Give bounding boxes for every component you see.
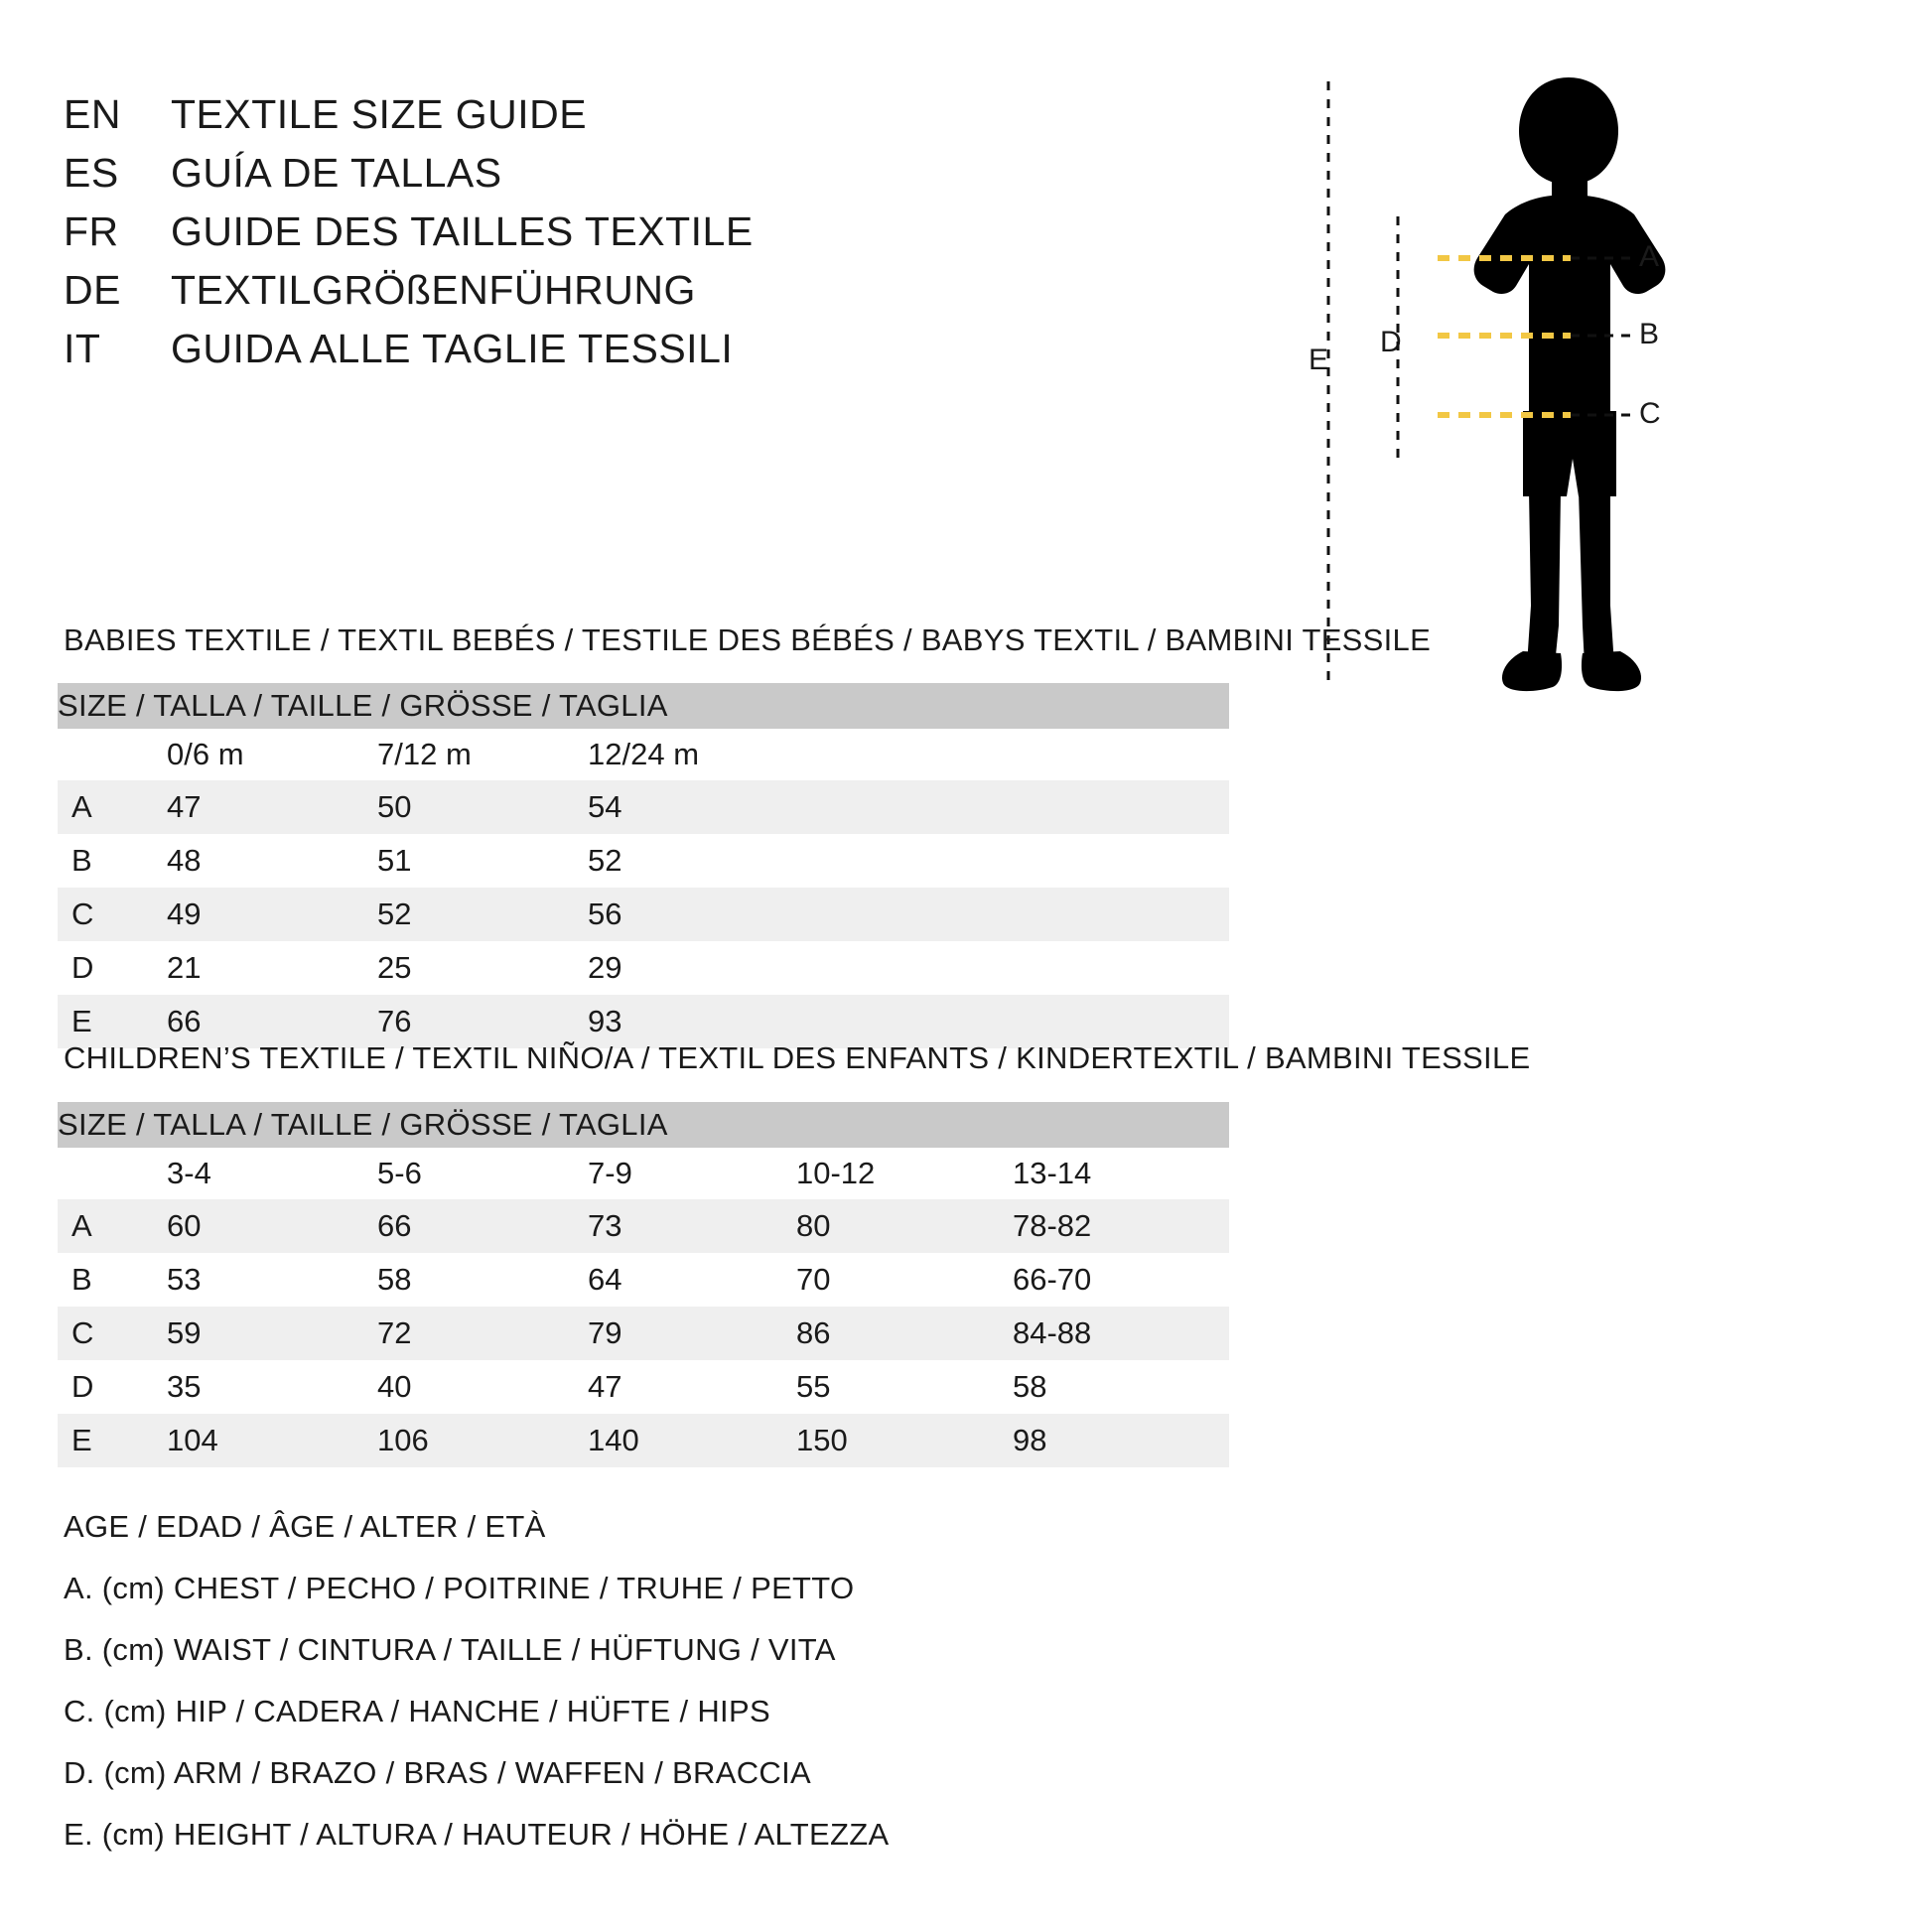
- figure-label-e: E: [1309, 344, 1329, 376]
- babies-row-label-e: E: [58, 995, 167, 1048]
- children-b-0: 53: [167, 1253, 377, 1307]
- children-e-0: 104: [167, 1414, 377, 1467]
- table-row: [58, 1253, 1229, 1307]
- children-row-label-c: C: [58, 1307, 167, 1360]
- babies-row-label-b: B: [58, 834, 167, 888]
- title-row-fr: [64, 208, 1156, 255]
- title-block: [64, 91, 1156, 384]
- title-text-es: GUÍA DE TALLAS: [171, 150, 502, 196]
- children-col-3: 10-12: [796, 1148, 1013, 1199]
- children-b-1: 58: [377, 1253, 588, 1307]
- table-column-row: [58, 1148, 1229, 1199]
- title-row-it: [64, 326, 1156, 372]
- children-size-table: [58, 1102, 1229, 1467]
- children-b-2: 64: [588, 1253, 796, 1307]
- title-row-de: [64, 267, 1156, 314]
- table-row: [58, 834, 1229, 888]
- children-c-3: 86: [796, 1307, 1013, 1360]
- children-c-1: 72: [377, 1307, 588, 1360]
- babies-c-2: 56: [588, 888, 1229, 941]
- babies-col-1: 7/12 m: [377, 729, 588, 780]
- babies-c-0: 49: [167, 888, 377, 941]
- title-row-en: [64, 91, 1156, 138]
- babies-col-2: 12/24 m: [588, 729, 1229, 780]
- children-row-label-a: A: [58, 1199, 167, 1253]
- children-a-4: 78-82: [1013, 1199, 1229, 1253]
- children-a-2: 73: [588, 1199, 796, 1253]
- table-row: [58, 1414, 1229, 1467]
- table-row: [58, 1360, 1229, 1414]
- legend-block: [64, 1509, 1354, 1878]
- title-lang-fr: FR: [64, 208, 119, 254]
- babies-table-header: SIZE / TALLA / TAILLE / GRÖSSE / TAGLIA: [58, 683, 1229, 729]
- table-row: [58, 1307, 1229, 1360]
- title-text-fr: GUIDE DES TAILLES TEXTILE: [171, 208, 754, 254]
- babies-row-label-a: A: [58, 780, 167, 834]
- table-row: [58, 941, 1229, 995]
- title-text-de: TEXTILGRÖßENFÜHRUNG: [171, 267, 696, 313]
- legend-hip: C. (cm) HIP / CADERA / HANCHE / HÜFTE / HIPS: [64, 1694, 770, 1728]
- babies-d-0: 21: [167, 941, 377, 995]
- children-col-2: 7-9: [588, 1148, 796, 1199]
- table-row: [58, 888, 1229, 941]
- children-a-1: 66: [377, 1199, 588, 1253]
- children-b-3: 70: [796, 1253, 1013, 1307]
- children-a-3: 80: [796, 1199, 1013, 1253]
- figure-label-d: D: [1380, 326, 1402, 358]
- figure-label-b: B: [1639, 318, 1660, 350]
- children-col-4: 13-14: [1013, 1148, 1229, 1199]
- children-col-1: 5-6: [377, 1148, 588, 1199]
- babies-row-label-d: D: [58, 941, 167, 995]
- babies-row-label-c: C: [58, 888, 167, 941]
- title-lang-es: ES: [64, 150, 119, 196]
- children-d-3: 55: [796, 1360, 1013, 1414]
- children-e-2: 140: [588, 1414, 796, 1467]
- babies-e-0: 66: [167, 995, 377, 1048]
- table-row: [58, 780, 1229, 834]
- figure-label-a: A: [1639, 240, 1660, 273]
- children-b-4: 66-70: [1013, 1253, 1229, 1307]
- babies-d-1: 25: [377, 941, 588, 995]
- children-e-4: 98: [1013, 1414, 1229, 1467]
- babies-a-1: 50: [377, 780, 588, 834]
- children-row-label-b: B: [58, 1253, 167, 1307]
- children-a-0: 60: [167, 1199, 377, 1253]
- title-lang-en: EN: [64, 91, 121, 137]
- title-text-it: GUIDA ALLE TAGLIE TESSILI: [171, 326, 734, 371]
- babies-a-2: 54: [588, 780, 1229, 834]
- figure-label-c: C: [1639, 397, 1661, 430]
- title-text-en: TEXTILE SIZE GUIDE: [171, 91, 588, 137]
- children-col-0: 3-4: [167, 1148, 377, 1199]
- babies-b-2: 52: [588, 834, 1229, 888]
- children-row-label-d: D: [58, 1360, 167, 1414]
- babies-d-2: 29: [588, 941, 1229, 995]
- table-column-row: [58, 729, 1229, 780]
- title-lang-it: IT: [64, 326, 101, 371]
- babies-c-1: 52: [377, 888, 588, 941]
- legend-arm: D. (cm) ARM / BRAZO / BRAS / WAFFEN / BRACCIA: [64, 1755, 811, 1790]
- babies-col-0: 0/6 m: [167, 729, 377, 780]
- measurement-figure: [1309, 69, 1886, 764]
- babies-section-heading: BABIES TEXTILE / TEXTIL BEBÉS / TESTILE DES BÉBÉS / BABYS TEXTIL / BAMBINI TESSILE: [64, 622, 1432, 657]
- children-section-heading: CHILDREN’S TEXTILE / TEXTIL NIÑO/A / TEXTIL DES ENFANTS / KINDERTEXTIL / BAMBINI TESSILE: [64, 1040, 1531, 1075]
- babies-b-0: 48: [167, 834, 377, 888]
- children-d-4: 58: [1013, 1360, 1229, 1414]
- legend-waist: B. (cm) WAIST / CINTURA / TAILLE / HÜFTUNG / VITA: [64, 1632, 836, 1667]
- children-e-3: 150: [796, 1414, 1013, 1467]
- babies-e-2: 93: [588, 995, 1229, 1048]
- children-d-2: 47: [588, 1360, 796, 1414]
- children-row-label-e: E: [58, 1414, 167, 1467]
- babies-a-0: 47: [167, 780, 377, 834]
- title-lang-de: DE: [64, 267, 121, 313]
- children-c-2: 79: [588, 1307, 796, 1360]
- children-d-0: 35: [167, 1360, 377, 1414]
- babies-b-1: 51: [377, 834, 588, 888]
- babies-size-table: [58, 683, 1229, 1048]
- children-c-0: 59: [167, 1307, 377, 1360]
- legend-age: AGE / EDAD / ÂGE / ALTER / ETÀ: [64, 1509, 546, 1544]
- babies-e-1: 76: [377, 995, 588, 1048]
- children-table-header: SIZE / TALLA / TAILLE / GRÖSSE / TAGLIA: [58, 1102, 1229, 1148]
- title-row-es: [64, 150, 1156, 197]
- children-e-1: 106: [377, 1414, 588, 1467]
- table-header-row: [58, 1102, 1229, 1148]
- table-header-row: [58, 683, 1229, 729]
- children-c-4: 84-88: [1013, 1307, 1229, 1360]
- child-silhouette-icon: [1474, 77, 1666, 691]
- legend-chest: A. (cm) CHEST / PECHO / POITRINE / TRUHE / PETTO: [64, 1571, 855, 1605]
- legend-height: E. (cm) HEIGHT / ALTURA / HAUTEUR / HÖHE / ALTEZZA: [64, 1817, 890, 1852]
- table-row: [58, 1199, 1229, 1253]
- children-d-1: 40: [377, 1360, 588, 1414]
